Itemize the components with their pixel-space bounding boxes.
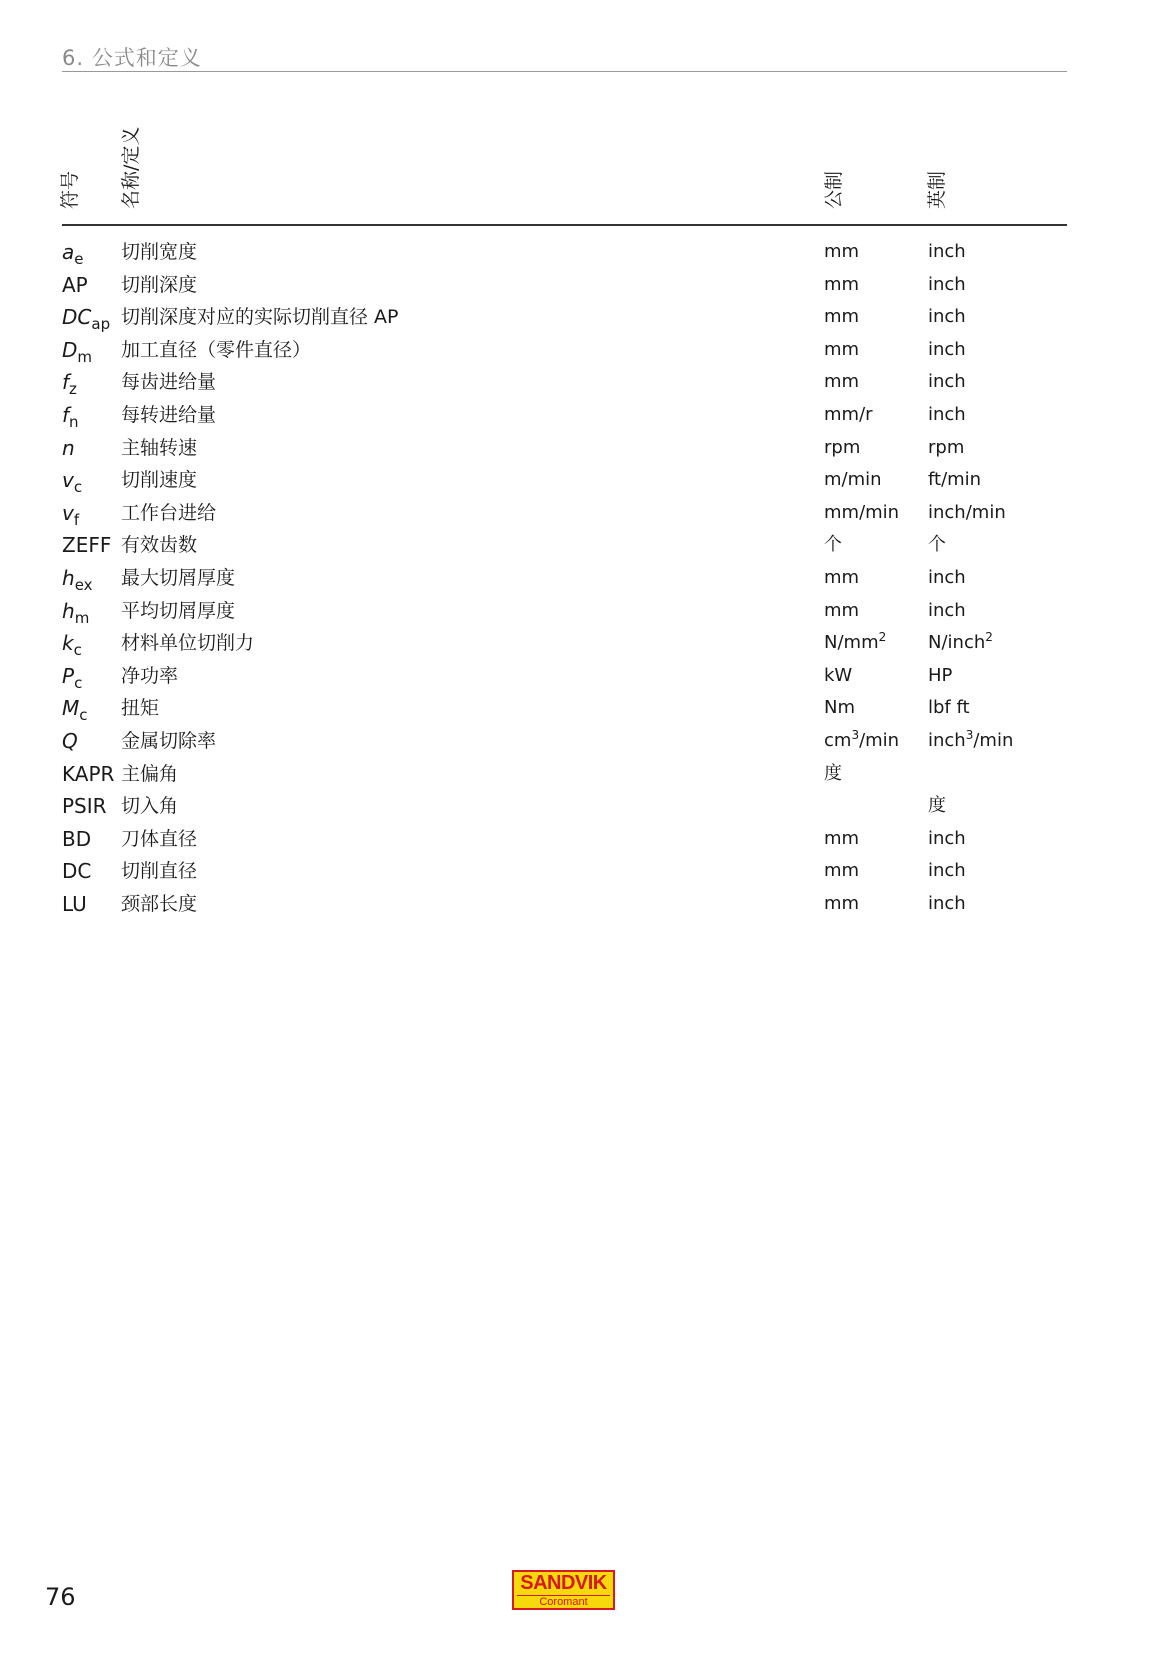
imperial-unit-cell	[928, 627, 993, 659]
metric-unit-cell-text: mm	[824, 892, 860, 914]
table-row	[62, 595, 1067, 628]
imperial-unit-cell-text: HP	[928, 664, 953, 686]
symbol-text: D	[62, 337, 78, 362]
definition-cell: 每齿进给量	[121, 371, 217, 394]
symbol-text: v	[62, 468, 74, 493]
symbol-text: KAPR	[62, 761, 115, 786]
metric-unit-cell	[824, 692, 855, 724]
table-row	[62, 464, 1067, 497]
definition-cell: 切削直径	[121, 860, 198, 883]
imperial-unit-cell-text: 度	[928, 795, 946, 817]
definition-cell: 切削宽度	[121, 241, 198, 263]
metric-unit-cell-text: mm	[824, 566, 860, 588]
imperial-unit-cell-superscript: 2	[985, 630, 993, 645]
definition-cell: 切削深度	[121, 273, 198, 296]
symbol-text: DC	[62, 859, 92, 884]
metric-unit-cell-text: mm/r	[824, 403, 873, 425]
imperial-unit-cell-suffix: /min	[973, 729, 1014, 751]
metric-unit-cell	[824, 758, 842, 790]
imperial-unit-cell	[928, 725, 1013, 757]
symbol-subscript: n	[69, 412, 79, 431]
symbol-cell	[62, 790, 107, 822]
definition-cell: 净功率	[121, 664, 179, 687]
symbol-subscript: ex	[74, 575, 93, 594]
symbol-text: M	[62, 696, 80, 721]
symbol-cell	[62, 725, 78, 757]
symbol-cell	[62, 334, 92, 366]
section-title: 6. 公式和定义	[62, 46, 202, 70]
symbol-cell	[62, 660, 82, 692]
symbol-cell	[62, 366, 77, 398]
column-header-name: 名称/定义	[120, 126, 142, 209]
table-row	[62, 627, 1067, 660]
imperial-unit-cell	[928, 790, 946, 822]
metric-unit-cell-text: cm	[824, 729, 852, 751]
imperial-unit-cell	[928, 660, 952, 692]
imperial-unit-cell	[928, 595, 966, 627]
imperial-unit-cell-text: rpm	[928, 436, 965, 458]
metric-unit-cell	[824, 888, 859, 920]
definition-cell: 刀体直径	[121, 827, 198, 850]
metric-unit-cell-text: kW	[824, 664, 853, 686]
table-row	[62, 855, 1067, 888]
metric-unit-cell	[824, 334, 859, 366]
imperial-unit-cell	[928, 823, 966, 855]
definition-cell: 平均切屑厚度	[121, 599, 236, 622]
definition-cell: 每转进给量	[121, 403, 217, 426]
symbol-text: k	[62, 631, 74, 656]
column-header-symbol: 符号	[59, 170, 81, 209]
symbol-text: h	[62, 598, 75, 623]
symbol-cell	[62, 399, 79, 431]
symbol-cell	[62, 692, 88, 724]
table-row	[62, 562, 1067, 595]
metric-unit-cell-text: m/min	[824, 469, 882, 491]
imperial-unit-cell-text: inch	[928, 338, 966, 360]
symbol-cell	[62, 432, 75, 464]
metric-unit-cell-text: mm	[824, 338, 860, 360]
metric-unit-cell-superscript: 3	[851, 727, 860, 742]
symbol-text: LU	[62, 891, 87, 916]
symbol-text: ZEFF	[62, 533, 112, 558]
table-header-divider	[62, 224, 1067, 226]
symbol-text: f	[62, 370, 70, 395]
imperial-unit-cell	[928, 562, 966, 594]
imperial-unit-cell	[928, 529, 946, 561]
table-row	[62, 366, 1067, 399]
definition-cell: 颈部长度	[121, 892, 198, 915]
symbol-text: h	[62, 565, 75, 590]
imperial-unit-cell-text: inch	[928, 827, 966, 849]
metric-unit-cell-text: rpm	[824, 436, 861, 458]
table-row	[62, 399, 1067, 432]
imperial-unit-cell-text: inch	[928, 273, 966, 295]
symbol-text: P	[62, 663, 75, 688]
metric-unit-cell-text: mm/min	[824, 501, 900, 523]
imperial-unit-cell-text: inch	[928, 306, 966, 328]
metric-unit-cell-text: N/mm	[824, 632, 879, 654]
imperial-unit-cell	[928, 888, 966, 920]
table-row	[62, 334, 1067, 367]
symbol-text: a	[62, 240, 75, 264]
imperial-unit-cell-text: N/inch	[928, 632, 986, 654]
imperial-unit-cell-text: 个	[928, 534, 946, 556]
definition-cell: 扭矩	[121, 697, 160, 720]
imperial-unit-cell	[928, 334, 966, 366]
imperial-unit-cell-text: lbf ft	[928, 697, 970, 719]
imperial-unit-cell	[928, 366, 966, 398]
definition-cell: 最大切屑厚度	[121, 566, 236, 589]
symbol-cell	[62, 855, 91, 887]
definition-cell: 切削深度对应的实际切削直径 AP	[121, 306, 399, 329]
table-row	[62, 236, 1067, 269]
symbol-subscript: f	[73, 510, 80, 529]
symbol-cell	[62, 269, 88, 301]
metric-unit-cell-text: mm	[824, 860, 860, 882]
metric-unit-cell	[824, 269, 859, 301]
definition-cell: 加工直径（零件直径）	[121, 338, 312, 361]
imperial-unit-cell	[928, 464, 981, 496]
symbol-cell	[62, 497, 79, 529]
definition-cell: 切削速度	[121, 469, 198, 492]
symbol-subscript: c	[73, 478, 83, 497]
symbol-cell	[62, 301, 110, 333]
metric-unit-cell-text: mm	[824, 306, 860, 328]
symbol-cell	[62, 823, 91, 855]
metric-unit-cell	[824, 432, 860, 464]
metric-unit-cell	[824, 301, 859, 333]
symbol-text: BD	[62, 826, 92, 851]
imperial-unit-cell	[928, 399, 966, 431]
imperial-unit-cell-text: inch	[928, 403, 966, 425]
symbol-cell	[62, 758, 114, 790]
table-row	[62, 301, 1067, 334]
imperial-unit-cell	[928, 432, 964, 464]
symbol-subscript: m	[77, 347, 93, 366]
imperial-unit-cell-text: inch	[928, 892, 966, 914]
symbol-text: DC	[62, 305, 92, 330]
sandvik-coromant-logo	[512, 1570, 615, 1610]
metric-unit-cell-text: 度	[824, 762, 842, 784]
symbol-subscript: ap	[91, 315, 111, 334]
metric-unit-cell	[824, 529, 842, 561]
imperial-unit-cell-text: inch	[928, 371, 966, 393]
metric-unit-cell	[824, 236, 859, 268]
metric-unit-cell	[824, 399, 873, 431]
metric-unit-cell	[824, 595, 859, 627]
symbol-cell	[62, 236, 84, 268]
symbol-subscript: c	[74, 673, 83, 692]
definition-cell: 主轴转速	[121, 436, 198, 459]
metric-unit-cell-text: mm	[824, 371, 860, 393]
logo-wordmark: SANDVIK	[520, 1572, 607, 1594]
symbol-subscript: m	[74, 608, 90, 627]
imperial-unit-cell	[928, 301, 966, 333]
header-divider	[62, 71, 1067, 72]
table-row	[62, 497, 1067, 530]
table-row	[62, 432, 1067, 465]
table-row	[62, 269, 1067, 302]
definition-cell: 切入角	[121, 795, 179, 818]
imperial-unit-cell	[928, 855, 966, 887]
symbol-text: AP	[62, 272, 88, 297]
symbol-cell	[62, 627, 82, 659]
table-row	[62, 725, 1067, 758]
imperial-unit-cell	[928, 236, 966, 268]
symbol-subscript: c	[79, 706, 88, 725]
metric-unit-cell-suffix: /min	[859, 729, 900, 751]
imperial-unit-cell-text: inch	[928, 566, 966, 588]
symbol-text: PSIR	[62, 794, 107, 819]
table-row	[62, 790, 1067, 823]
imperial-unit-cell-text: inch	[928, 860, 966, 882]
symbol-cell	[62, 529, 111, 561]
metric-unit-cell-text: mm	[824, 599, 860, 621]
symbol-text: n	[62, 435, 75, 460]
table-row	[62, 692, 1067, 725]
symbol-text: f	[62, 402, 70, 427]
imperial-unit-cell-superscript: 3	[965, 727, 974, 742]
imperial-unit-cell-text: inch	[928, 599, 966, 621]
metric-unit-cell-text: mm	[824, 827, 860, 849]
column-header-imperial: 英制	[926, 170, 948, 209]
definition-cell: 工作台进给	[121, 501, 217, 524]
metric-unit-cell	[824, 823, 859, 855]
imperial-unit-cell	[928, 692, 970, 724]
table-row	[62, 823, 1067, 856]
imperial-unit-cell-text: inch	[928, 729, 966, 751]
definitions-table	[62, 236, 1067, 920]
metric-unit-cell	[824, 855, 859, 887]
metric-unit-cell	[824, 627, 886, 659]
symbol-text: Q	[62, 728, 78, 753]
metric-unit-cell-text: mm	[824, 273, 860, 295]
metric-unit-cell	[824, 497, 899, 529]
page-number: 76	[45, 1583, 76, 1611]
metric-unit-cell	[824, 464, 882, 496]
metric-unit-cell	[824, 660, 852, 692]
metric-unit-cell-text: 个	[824, 534, 842, 556]
definition-cell: 主偏角	[121, 762, 179, 785]
imperial-unit-cell-text: inch	[928, 241, 966, 262]
symbol-cell	[62, 562, 93, 594]
column-header-metric: 公制	[823, 170, 845, 209]
symbol-subscript: z	[69, 380, 77, 399]
imperial-unit-cell-text: ft/min	[928, 469, 982, 491]
symbol-cell	[62, 464, 82, 496]
metric-unit-cell	[824, 725, 899, 757]
metric-unit-cell-text: Nm	[824, 697, 855, 719]
definition-cell: 有效齿数	[121, 534, 198, 557]
definition-cell: 材料单位切削力	[121, 632, 255, 655]
table-row	[62, 660, 1067, 693]
metric-unit-cell-text: mm	[824, 241, 860, 262]
symbol-subscript: c	[73, 641, 82, 660]
metric-unit-cell-superscript: 2	[878, 630, 887, 645]
definition-cell: 金属切除率	[121, 729, 217, 752]
imperial-unit-cell	[928, 497, 1006, 529]
table-row	[62, 888, 1067, 921]
symbol-subscript: e	[74, 250, 84, 268]
logo-subtitle: Coromant	[517, 1595, 610, 1608]
imperial-unit-cell	[928, 269, 966, 301]
imperial-unit-cell-text: inch/min	[928, 501, 1006, 523]
table-row	[62, 529, 1067, 562]
symbol-text: v	[62, 500, 74, 525]
symbol-cell	[62, 888, 87, 920]
metric-unit-cell	[824, 562, 859, 594]
table-row	[62, 758, 1067, 791]
symbol-cell	[62, 595, 89, 627]
metric-unit-cell	[824, 366, 859, 398]
